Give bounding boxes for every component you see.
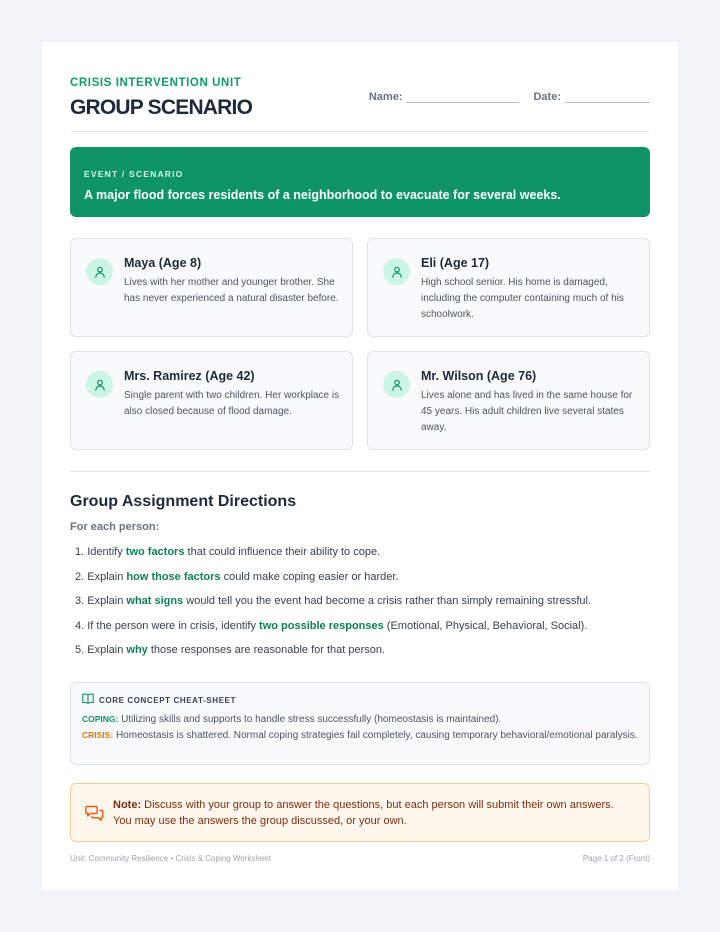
section-divider — [70, 471, 650, 472]
directions-title: Group Assignment Directions — [70, 493, 297, 510]
person-description: Lives with her mother and younger brother. She has never experienced a natural disaster before. — [124, 277, 339, 304]
direction-step — [70, 546, 650, 571]
event-banner — [70, 147, 650, 217]
person-description: Lives alone and has lived in the same house for 45 years. His adult children live several states away. — [421, 390, 633, 433]
step-text: Identify — [87, 546, 126, 558]
step-number: 4. — [75, 619, 85, 632]
person-name: Mr. Wilson (Age 76) — [421, 369, 537, 383]
note-text — [113, 798, 633, 829]
step-text: If the person were in crisis, identify — [87, 619, 260, 632]
name-date-fields — [369, 90, 650, 103]
note-label: Note: — [113, 799, 142, 811]
date-field[interactable] — [565, 90, 650, 103]
event-tag: EVENT / SCENARIO — [84, 169, 184, 179]
person-icon — [383, 258, 410, 285]
step-emphasis: what signs — [126, 595, 184, 607]
direction-step — [70, 644, 650, 669]
step-number: 5. — [75, 644, 85, 656]
person-name: Mrs. Ramirez (Age 42) — [124, 369, 255, 383]
direction-step — [70, 595, 650, 620]
cheat-sheet-box — [70, 682, 650, 765]
directions-subtitle: For each person: — [70, 521, 160, 533]
footer-left: Unit: Community Resilience • Crisis & Coping Worksheet — [70, 854, 271, 863]
step-text: those responses are reasonable for that person. — [147, 644, 386, 656]
event-text: A major flood forces residents of a neighborhood to evacuate for several weeks. — [84, 188, 561, 202]
person-card — [367, 238, 650, 337]
step-emphasis: how those factors — [126, 570, 221, 583]
person-card — [70, 238, 353, 337]
unit-label: CRISIS INTERVENTION UNIT — [70, 77, 242, 89]
step-text: Explain — [87, 570, 127, 583]
page-number: Page 1 of 2 (Front) — [582, 854, 650, 863]
step-number: 1. — [75, 546, 85, 558]
step-emphasis: two factors — [125, 546, 185, 558]
crisis-label: CRISIS: — [82, 729, 114, 740]
step-text: Explain — [87, 644, 127, 656]
coping-text: Utilizing skills and supports to handle stress successfully (homeostasis is maintained). — [118, 714, 502, 725]
name-label: Name: — [368, 91, 403, 103]
chat-bubbles-icon — [85, 804, 104, 828]
coping-definition — [82, 712, 638, 728]
page-header — [70, 42, 650, 132]
person-name: Maya (Age 8) — [124, 256, 202, 270]
person-icon — [86, 371, 113, 398]
cheat-sheet-header — [82, 694, 638, 706]
note-body: Discuss with your group to answer the questions, but each person will submit their own answers. You may use the answers the group discussed, or your own. — [113, 799, 614, 827]
crisis-definition — [82, 728, 638, 744]
book-icon — [82, 691, 94, 709]
step-text: that could influence their ability to cope. — [184, 546, 381, 558]
coping-label: COPING: — [82, 714, 119, 724]
step-text: could make coping easier or harder. — [220, 570, 399, 583]
person-description: Single parent with two children. Her workplace is also closed because of flood damage. — [124, 390, 340, 417]
direction-step — [70, 571, 650, 596]
person-name: Eli (Age 17) — [421, 256, 490, 270]
name-field[interactable] — [406, 90, 519, 103]
page-footer — [70, 854, 650, 863]
step-text: would tell you the event had become a crisis rather than simply remaining stressful. — [183, 595, 592, 607]
direction-step — [70, 620, 650, 645]
step-text: Explain — [87, 595, 127, 607]
note-box — [70, 783, 650, 842]
worksheet-page — [42, 42, 678, 890]
page-title: GROUP SCENARIO — [70, 96, 253, 119]
step-number: 3. — [75, 595, 85, 607]
crisis-text: Homeostasis is shattered. Normal coping strategies fail completely, causing temporary behavioral/emotional paralysis. — [113, 729, 638, 741]
person-card — [367, 351, 650, 450]
cheat-sheet-title: CORE CONCEPT CHEAT-SHEET — [99, 695, 236, 705]
date-label: Date: — [533, 91, 561, 103]
person-icon — [86, 258, 113, 285]
step-emphasis: why — [126, 644, 148, 656]
step-number: 2. — [75, 570, 85, 583]
step-emphasis: two possible responses — [259, 619, 384, 632]
person-icon — [383, 371, 410, 398]
person-card — [70, 351, 353, 450]
person-description: High school senior. His home is damaged, including the computer containing much of his schoolwork. — [421, 277, 624, 320]
step-text: (Emotional, Physical, Behavioral, Social). — [383, 619, 588, 632]
directions-list — [70, 546, 650, 669]
